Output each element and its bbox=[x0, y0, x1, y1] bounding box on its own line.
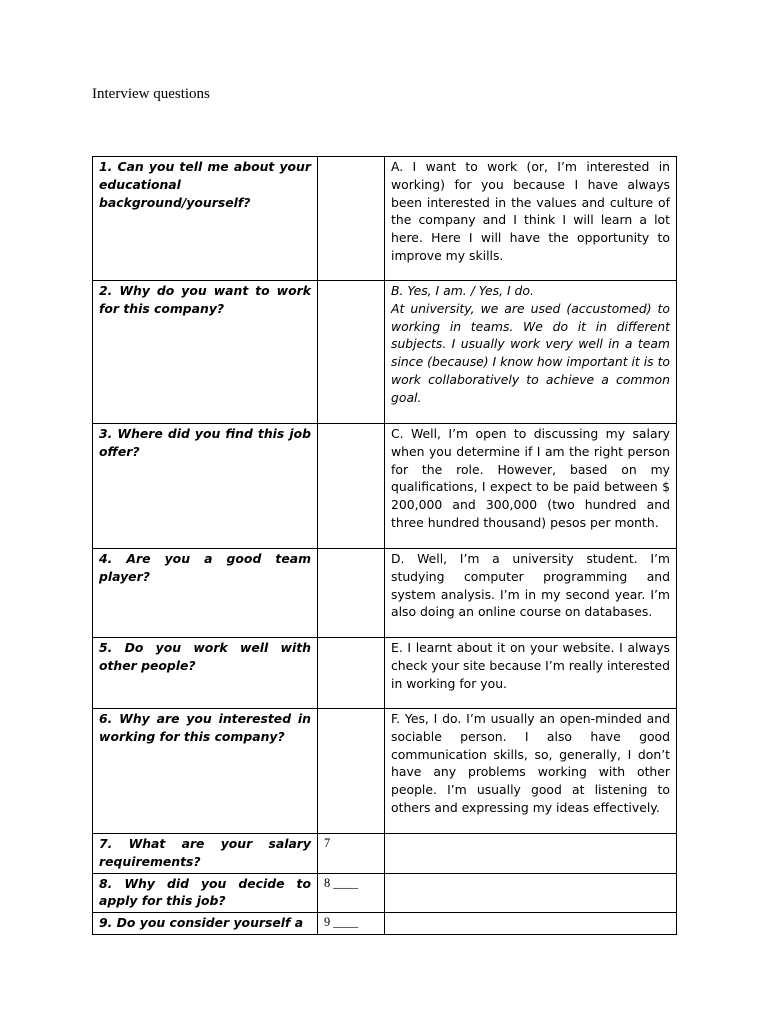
answer-number-cell: 8 ____ bbox=[318, 873, 385, 913]
answer-cell bbox=[385, 281, 677, 424]
question-cell: 5. Do you work well with other people? bbox=[93, 638, 318, 709]
table-row bbox=[93, 424, 677, 549]
question-cell: 3. Where did you find this job offer? bbox=[93, 424, 318, 549]
answer-cell: E. I learnt about it on your website. I always check your site because I’m really interested in working for you. bbox=[385, 638, 677, 709]
answer-cell bbox=[385, 873, 677, 913]
answer-cell bbox=[385, 834, 677, 874]
answer-number-cell: 9 ____ bbox=[318, 913, 385, 935]
answer-cell bbox=[385, 913, 677, 935]
question-cell: 8. Why did you decide to apply for this job? bbox=[93, 873, 318, 913]
answer-number-cell bbox=[318, 638, 385, 709]
question-cell: 2. Why do you want to work for this company? bbox=[93, 281, 318, 424]
answer-cell: F. Yes, I do. I’m usually an open-minded and sociable person. I also have good communication skills, so, generally, I don’t have any problems working with other people. I’m usually good at listening to others and expressing my ideas effectively. bbox=[385, 709, 677, 834]
answer-number-cell bbox=[318, 549, 385, 638]
answer-body: At university, we are used (accustomed) to working in teams. We do it in different subjects. I usually work very well in a team since (because) I know how important it is to work collaboratively to achieve a common goal. bbox=[391, 300, 671, 405]
table-row bbox=[93, 281, 677, 424]
answer-number-cell bbox=[318, 281, 385, 424]
table-row bbox=[93, 638, 677, 709]
table-row bbox=[93, 834, 677, 874]
table-row bbox=[93, 549, 677, 638]
answer-cell: A. I want to work (or, I’m interested in working) for you because I have always been interested in the values and culture of the company and I think I will learn a lot here. Here I will have the opportunity to improve my skills. bbox=[385, 157, 677, 281]
question-cell: 6. Why are you interested in working for this company? bbox=[93, 709, 318, 834]
question-cell: 1. Can you tell me about your educational background/yourself? bbox=[93, 157, 318, 281]
answer-number-cell bbox=[318, 709, 385, 834]
answer-number-cell bbox=[318, 157, 385, 281]
answer-cell: C. Well, I’m open to discussing my salary when you determine if I am the right person for the role. However, based on my qualifications, I expect to be paid between $ 200,000 and 300,000 (two hundred and three hundred thousand) pesos per month. bbox=[385, 424, 677, 549]
table-row bbox=[93, 913, 677, 935]
question-cell: 7. What are your salary requirements? bbox=[93, 834, 318, 874]
answer-number-cell: 7 bbox=[318, 834, 385, 874]
answer-cell: D. Well, I’m a university student. I’m studying computer programming and system analysis. I’m in my second year. I’m also doing an online course on databases. bbox=[385, 549, 677, 638]
table-row bbox=[93, 157, 677, 281]
interview-table bbox=[92, 156, 677, 935]
table-row bbox=[93, 709, 677, 834]
document-title: Interview questions bbox=[92, 86, 210, 102]
question-cell: 9. Do you consider yourself a bbox=[93, 913, 318, 935]
answer-number-cell bbox=[318, 424, 385, 549]
answer-first-line: B. Yes, I am. / Yes, I do. bbox=[391, 283, 534, 298]
question-cell: 4. Are you a good team player? bbox=[93, 549, 318, 638]
table-row bbox=[93, 873, 677, 913]
